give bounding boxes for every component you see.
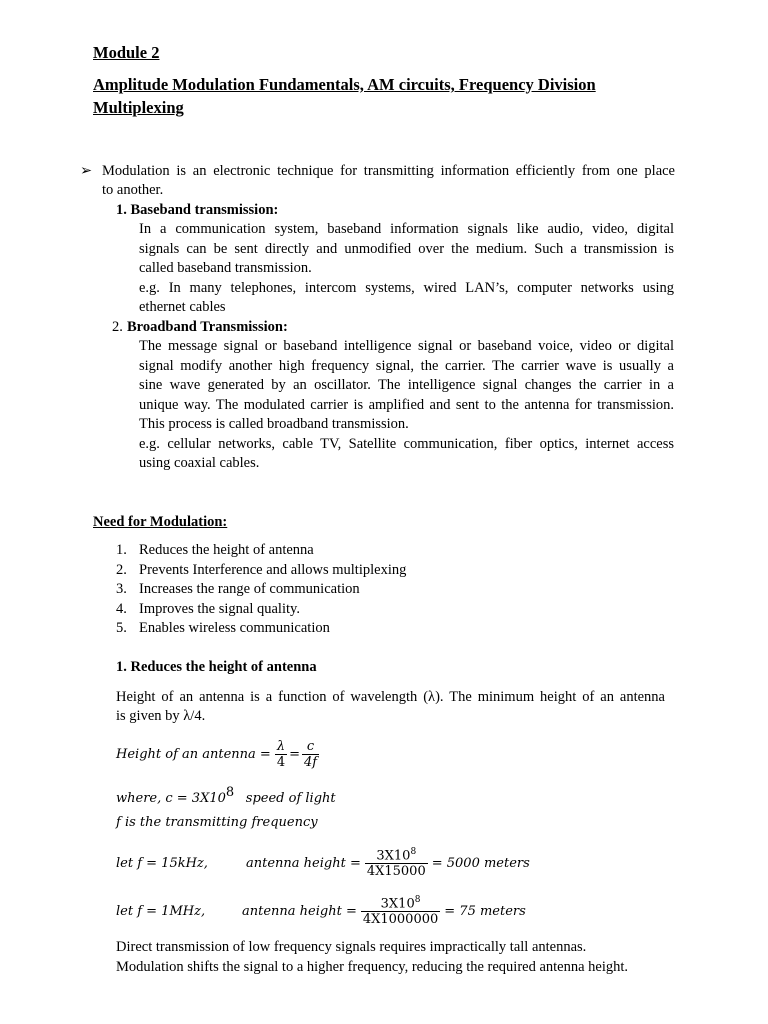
- let-f-15khz: let f = 15kHz,: [116, 855, 208, 871]
- exponent: 8: [225, 785, 235, 800]
- four-f: 4f: [304, 754, 318, 770]
- broadband-line: e.g. cellular networks, cable TV, Satellite communication, fiber optics, internet access: [139, 436, 674, 452]
- need-title: Need for Modulation:: [93, 514, 228, 530]
- baseband-line: signals can be sent directly and unmodified over the medium. Such a transmission is: [139, 241, 674, 257]
- equals-sign: =: [289, 746, 301, 762]
- result-75m: = 75 meters: [444, 903, 526, 919]
- antenna-height-label: antenna height =: [242, 903, 357, 919]
- four: 4: [276, 754, 286, 770]
- exponent: 8: [414, 894, 421, 905]
- need-item-num: 1.: [116, 542, 127, 558]
- section-paragraph-line2: is given by λ/4.: [116, 708, 206, 724]
- speed-of-light: speed of light: [245, 790, 336, 806]
- baseband-line: e.g. In many telephones, intercom systems, wired LAN’s, computer networks using: [139, 280, 674, 296]
- broadband-line: The message signal or baseband intelligence signal or baseband voice, video or digital: [139, 338, 674, 354]
- broadband-line: sine wave generated by an oscillator. The intelligence signal changes the carrier in a: [139, 377, 674, 393]
- intro-line2: to another.: [102, 182, 164, 198]
- need-item-num: 5.: [116, 620, 127, 636]
- closing-line1: Direct transmission of low frequency signals requires impractically tall antennas.: [116, 939, 587, 955]
- c-symbol: c: [306, 738, 315, 754]
- broadband-line: using coaxial cables.: [139, 455, 260, 471]
- exponent: 8: [410, 846, 417, 857]
- broadband-line: unique way. The modulated carrier is amplified and sent to the antenna for transmission.: [139, 397, 674, 413]
- baseband-label: 1. Baseband transmission:: [116, 202, 279, 218]
- need-item: Enables wireless communication: [139, 620, 330, 636]
- need-item-num: 4.: [116, 601, 127, 617]
- baseband-line: called baseband transmission.: [139, 260, 312, 276]
- lambda-symbol: λ: [276, 738, 286, 754]
- fraction-15khz: [365, 847, 428, 879]
- need-item: Reduces the height of antenna: [139, 542, 314, 558]
- example-15khz: [116, 842, 530, 884]
- let-f-1mhz: let f = 1MHz,: [116, 903, 206, 919]
- height-label: Height of an antenna =: [116, 746, 271, 762]
- need-item: Prevents Interference and allows multiplexing: [139, 562, 407, 578]
- where-c: where, c = 3X10: [116, 790, 226, 806]
- example-1mhz: [116, 890, 526, 932]
- chapter-heading-line1: Amplitude Modulation Fundamentals, AM circuits, Frequency Division: [93, 75, 596, 94]
- broadband-line: signal modify another high frequency signal, the carrier. The carrier wave is usually a: [139, 358, 674, 374]
- intro-line1: Modulation is an electronic technique for transmitting information efficiently from one place: [102, 163, 675, 179]
- f-definition: f is the transmitting frequency: [116, 815, 318, 830]
- numerator: 3X10: [380, 896, 415, 912]
- denominator: 4X1000000: [362, 912, 439, 928]
- need-item: Increases the range of communication: [139, 581, 360, 597]
- baseband-line: ethernet cables: [139, 299, 226, 315]
- bullet-arrow-icon: ➢: [80, 163, 93, 179]
- fraction-1mhz: [361, 895, 440, 927]
- antenna-height-label: antenna height =: [246, 855, 361, 871]
- chapter-heading-line2: Multiplexing: [93, 98, 184, 117]
- section-paragraph-line1: Height of an antenna is a function of wavelength (λ). The minimum height of an antenna: [116, 689, 665, 705]
- baseband-line: In a communication system, baseband information signals like audio, video, digital: [139, 221, 674, 237]
- module-title: Module 2: [93, 43, 160, 62]
- result-5000m: = 5000 meters: [431, 855, 530, 871]
- denominator: 4X15000: [366, 864, 426, 880]
- c-over-4f: [302, 739, 319, 770]
- need-item: Improves the signal quality.: [139, 601, 300, 617]
- need-item-num: 2.: [116, 562, 127, 578]
- broadband-line: This process is called broadband transmission.: [139, 416, 409, 432]
- need-item-num: 3.: [116, 581, 127, 597]
- section-title: 1. Reduces the height of antenna: [116, 659, 317, 675]
- lambda-over-four: [275, 739, 287, 770]
- broadband-number: 2.: [112, 319, 123, 335]
- numerator: 3X10: [376, 848, 411, 864]
- broadband-label: Broadband Transmission:: [127, 319, 288, 335]
- closing-line2: Modulation shifts the signal to a higher frequency, reducing the required antenna height.: [116, 959, 629, 975]
- height-equation: [116, 734, 319, 774]
- where-c-line: [116, 785, 336, 807]
